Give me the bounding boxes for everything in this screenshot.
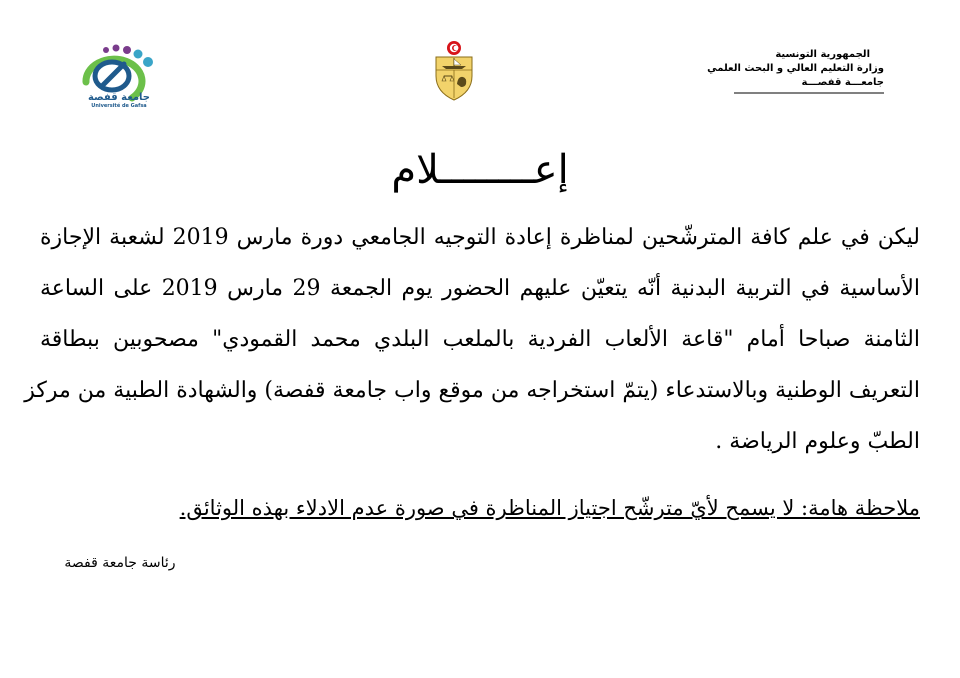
signature: رئاسة جامعة قفصة [64,555,176,571]
body-line: الأساسية في التربية البدنية أنّه يتعيّن عليهم الحضور يوم الجمعة 29 مارس 2019 على الساعة [40,276,920,301]
header-underline [734,91,884,95]
body-line: ليكن في علم كافة المترشّحين لمناظرة إعادة التوجيه الجامعي دورة مارس 2019 لشعبة الإجازة [40,225,921,250]
university-logo-arabic: جامعة قفصة [87,92,150,103]
header-line-ministry: وزارة التعليم العالي و البحث العلمي [707,63,884,74]
announcement-title: إعــــــــلام [391,147,569,193]
header-line-university: جامعـــة قفصـــة [801,77,884,88]
university-logo-latin: Université de Gafsa [91,103,147,109]
header-line-republic: الجمهورية التونسية [775,49,870,60]
body-line: الثامنة صباحا أمام "قاعة الألعاب الفردية بالملعب البلدي محمد القمودي" مصحوبين ببطاقة [40,327,920,352]
body-line: الطبّ وعلوم الرياضة . [715,429,920,454]
university-logo-caption [84,92,154,109]
ministry-header [684,48,884,95]
announcement-body [24,212,921,467]
body-line: التعريف الوطنية وبالاستدعاء (يتمّ استخراجه من موقع واب جامعة قفصة) والشهادة الطبية من مركز [24,378,920,403]
important-note: ملاحظة هامة: لا يسمح لأيّ مترشّح اجتياز المناظرة في صورة عدم الادلاء بهذه الوثائق. [179,496,920,520]
tunisia-coat-of-arms-icon [432,40,476,102]
